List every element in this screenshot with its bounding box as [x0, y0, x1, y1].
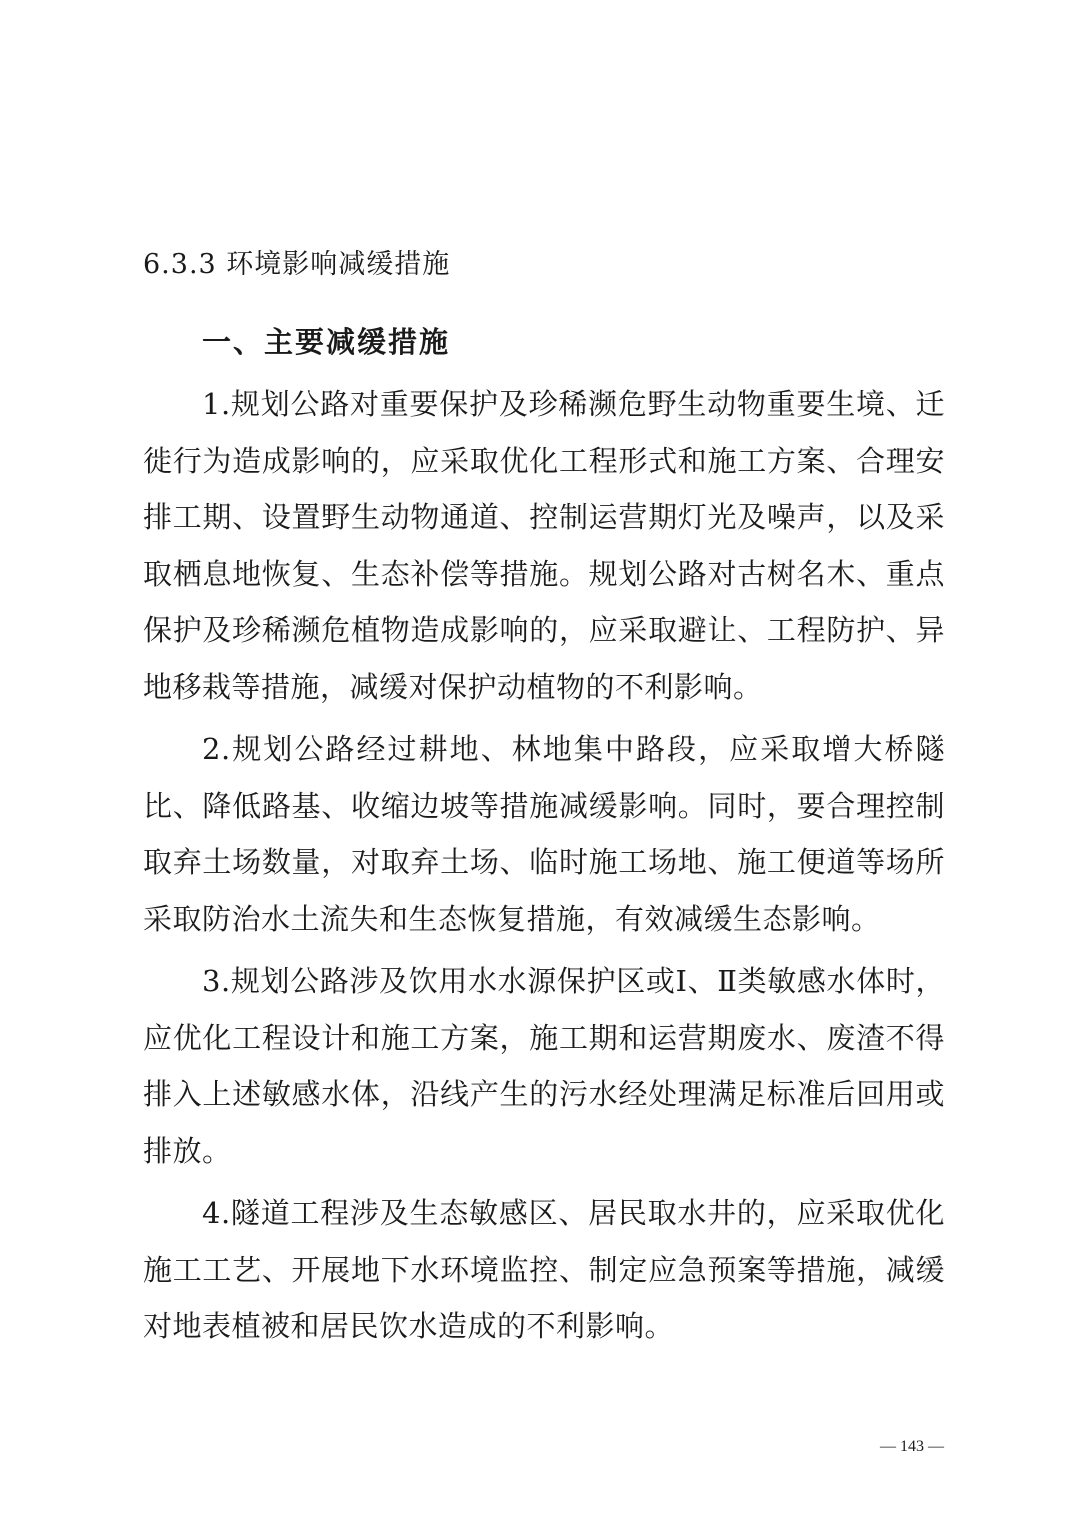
paragraph-1: 1.规划公路对重要保护及珍稀濒危野生动物重要生境、迁徙行为造成影响的，应采取优化工程形式和施工方案、合理安排工期、设置野生动物通道、控制运营期灯光及噪声，以及采取栖息地恢复、生态补偿等措施。规划公路对古树名木、重点保护及珍稀濒危植物造成影响的，应采取避让、工程防护、异地移栽等措施，减缓对保护动植物的不利影响。: [143, 387, 945, 704]
page-number: — 143 —: [880, 1438, 944, 1455]
paragraph-2: 2.规划公路经过耕地、林地集中路段，应采取增大桥隧比、降低路基、收缩边坡等措施减缓影响。同时，要合理控制取弃土场数量，对取弃土场、临时施工场地、施工便道等场所采取防治水土流失和生态恢复措施，有效减缓生态影响。: [143, 732, 945, 936]
body-text: [143, 376, 945, 1361]
section-heading: 6.3.3 环境影响减缓措施: [143, 249, 451, 280]
paragraph-4: 4.隧道工程涉及生态敏感区、居民取水井的，应采取优化施工工艺、开展地下水环境监控、制定应急预案等措施，减缓对地表植被和居民饮水造成的不利影响。: [143, 1196, 945, 1343]
paragraph-3: 3.规划公路涉及饮用水水源保护区或Ⅰ、Ⅱ类敏感水体时，应优化工程设计和施工方案，施工期和运营期废水、废渣不得排入上述敏感水体，沿线产生的污水经处理满足标准后回用或排放。: [143, 964, 945, 1168]
sub-heading: 一、主要减缓措施: [202, 325, 451, 359]
